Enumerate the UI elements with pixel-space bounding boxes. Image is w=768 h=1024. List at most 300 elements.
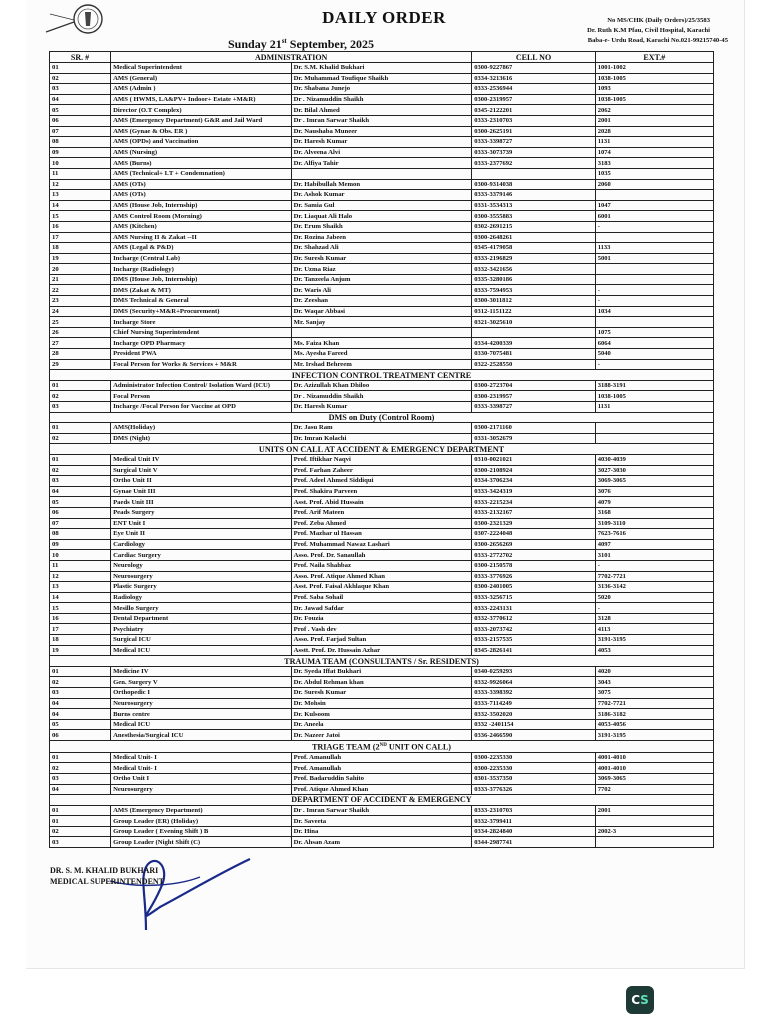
table-row bbox=[50, 826, 714, 837]
cell-phone: 0300-2319957 bbox=[472, 94, 595, 105]
table-row bbox=[50, 296, 714, 307]
cell-sr-no: 02 bbox=[50, 465, 111, 476]
cell-extension: - bbox=[595, 603, 713, 614]
cell-phone: 0345-2122201 bbox=[472, 105, 595, 116]
table-row bbox=[50, 486, 714, 497]
table-row bbox=[50, 306, 714, 317]
cell-phone: 0333-2536944 bbox=[472, 84, 595, 95]
cell-name: Dr. Shabana Junejo bbox=[291, 84, 472, 95]
cell-sr-no: 25 bbox=[50, 317, 111, 328]
cell-extension: - bbox=[595, 221, 713, 232]
cell-extension bbox=[595, 190, 713, 201]
cell-extension: 4053-4056 bbox=[595, 719, 713, 730]
cell-phone: 0344-2987741 bbox=[472, 837, 595, 848]
cell-extension: 3076 bbox=[595, 486, 713, 497]
cell-designation: Medical Unit- I bbox=[111, 763, 292, 774]
cell-extension: 3069-3065 bbox=[595, 773, 713, 784]
table-row bbox=[50, 349, 714, 360]
cell-name: Dr. Bilal Ahmed bbox=[291, 105, 472, 116]
cell-sr-no: 16 bbox=[50, 613, 111, 624]
cell-extension: 2062 bbox=[595, 105, 713, 116]
cell-extension: 1038-1005 bbox=[595, 391, 713, 402]
cell-phone: 0300-2321329 bbox=[472, 518, 595, 529]
table-row bbox=[50, 837, 714, 848]
cell-sr-no: 05 bbox=[50, 497, 111, 508]
cell-phone: 0333-2377692 bbox=[472, 158, 595, 169]
table-row bbox=[50, 603, 714, 614]
cell-designation: Radiology bbox=[111, 592, 292, 603]
cell-extension: - bbox=[595, 359, 713, 370]
table-row bbox=[50, 497, 714, 508]
cell-designation: Incharge (Central Lab) bbox=[111, 253, 292, 264]
cell-designation: Eye Unit II bbox=[111, 529, 292, 540]
table-row bbox=[50, 571, 714, 582]
cell-name: Dr. Shahzad Ali bbox=[291, 243, 472, 254]
cell-extension bbox=[595, 317, 713, 328]
cell-sr-no: 01 bbox=[50, 752, 111, 763]
table-row bbox=[50, 624, 714, 635]
cell-phone: 0333-3398392 bbox=[472, 688, 595, 699]
cell-phone: 0331-3534313 bbox=[472, 200, 595, 211]
cell-phone: 0332-3799411 bbox=[472, 816, 595, 827]
cell-extension: 7623-7616 bbox=[595, 529, 713, 540]
cell-sr-no: 20 bbox=[50, 264, 111, 275]
cell-name: Dr. Haresh Kumar bbox=[291, 402, 472, 413]
cell-phone: 0300-2150578 bbox=[472, 560, 595, 571]
cell-phone: 0334-3706234 bbox=[472, 476, 595, 487]
table-row bbox=[50, 730, 714, 741]
cell-name: Asso. Prof. Farjad Sultan bbox=[291, 635, 472, 646]
table-row bbox=[50, 338, 714, 349]
cell-name: Prof. Atique Ahmed Khan bbox=[291, 784, 472, 795]
cell-sr-no: 22 bbox=[50, 285, 111, 296]
cell-name: Dr. Liaquat Ali Halo bbox=[291, 211, 472, 222]
table-row bbox=[50, 645, 714, 656]
cell-extension: 1034 bbox=[595, 306, 713, 317]
cell-name bbox=[291, 168, 472, 179]
cell-name: Prof. Arif Mateen bbox=[291, 507, 472, 518]
cell-phone: 0333-2073742 bbox=[472, 624, 595, 635]
table-row bbox=[50, 63, 714, 74]
cell-sr-no: 15 bbox=[50, 211, 111, 222]
cell-phone: 0300-3011812 bbox=[472, 296, 595, 307]
cell-name: Prof. Zeba Ahmed bbox=[291, 518, 472, 529]
cell-name: Dr. Rozina Jabeen bbox=[291, 232, 472, 243]
cell-designation: AMS (Kitchen) bbox=[111, 221, 292, 232]
cell-extension: 3075 bbox=[595, 688, 713, 699]
cell-designation: Peads Surgery bbox=[111, 507, 292, 518]
cell-extension: 3191-3195 bbox=[595, 730, 713, 741]
cell-phone: 0300-2235330 bbox=[472, 763, 595, 774]
cell-phone: 0333-3398727 bbox=[472, 402, 595, 413]
cell-phone: 0332 -2401154 bbox=[472, 719, 595, 730]
cell-designation: AMS (Technical+ I.T + Condemnation) bbox=[111, 168, 292, 179]
cell-name: Asso. Prof. Atique Ahmed Khan bbox=[291, 571, 472, 582]
cell-sr-no: 10 bbox=[50, 550, 111, 561]
table-row bbox=[50, 666, 714, 677]
cell-sr-no: 03 bbox=[50, 476, 111, 487]
cell-designation: DMS (House Job, Internship) bbox=[111, 274, 292, 285]
cell-name: Prof. Farhan Zaheer bbox=[291, 465, 472, 476]
cell-phone bbox=[472, 327, 595, 338]
table-row bbox=[50, 698, 714, 709]
cell-sr-no: 01 bbox=[50, 805, 111, 816]
cell-extension: 1131 bbox=[595, 137, 713, 148]
cell-name: Prof . Vash dev bbox=[291, 624, 472, 635]
cell-designation: AMS (OTs) bbox=[111, 179, 292, 190]
cell-designation: Anesthesia/Surgical ICU bbox=[111, 730, 292, 741]
cell-designation: Chief Nursing Superintendent bbox=[111, 327, 292, 338]
cell-sr-no: 07 bbox=[50, 518, 111, 529]
cell-name: Dr. Naushaba Muneer bbox=[291, 126, 472, 137]
cell-designation: Cardiology bbox=[111, 539, 292, 550]
cell-phone: 0300-2235330 bbox=[472, 752, 595, 763]
cell-designation: Incharge /Focal Person for Vaccine at OPD bbox=[111, 402, 292, 413]
cell-extension: 3101 bbox=[595, 550, 713, 561]
cell-extension bbox=[595, 232, 713, 243]
cell-designation: Incharge (Radiology) bbox=[111, 264, 292, 275]
cell-sr-no: 02 bbox=[50, 433, 111, 444]
cell-designation: Surgical ICU bbox=[111, 635, 292, 646]
cell-designation: Group Leader (Night Shift (C) bbox=[111, 837, 292, 848]
cell-name: Dr. Uzma Riaz bbox=[291, 264, 472, 275]
table-row bbox=[50, 126, 714, 137]
cell-sr-no: 02 bbox=[50, 826, 111, 837]
cell-name: Prof. Amanullah bbox=[291, 763, 472, 774]
cell-sr-no: 14 bbox=[50, 200, 111, 211]
table-row bbox=[50, 550, 714, 561]
cell-sr-no: 19 bbox=[50, 253, 111, 264]
cell-name: Dr . Imran Sarwar Shaikh bbox=[291, 115, 472, 126]
cell-phone: 0333-3073739 bbox=[472, 147, 595, 158]
cell-name: Dr. Zeeshan bbox=[291, 296, 472, 307]
cell-name: Dr. Alveena Alvi bbox=[291, 147, 472, 158]
cell-name: Dr. Fouzia bbox=[291, 613, 472, 624]
cell-sr-no: 26 bbox=[50, 327, 111, 338]
table-row bbox=[50, 137, 714, 148]
section-header-row bbox=[50, 656, 714, 667]
cell-phone: 0340-0259293 bbox=[472, 666, 595, 677]
cell-name: Dr. Ahsan Azam bbox=[291, 837, 472, 848]
cell-extension: 2001 bbox=[595, 115, 713, 126]
cell-designation: AMS ( HWMS, LA&PV+ Indoor+ Estate +M&R) bbox=[111, 94, 292, 105]
cell-sr-no: 09 bbox=[50, 147, 111, 158]
section-header-row bbox=[50, 444, 714, 455]
cell-name: Dr. Suresh Kumar bbox=[291, 688, 472, 699]
col-header-sr: SR. # bbox=[50, 52, 111, 63]
cell-phone: 0332-3502020 bbox=[472, 709, 595, 720]
cell-designation: Incharge Store bbox=[111, 317, 292, 328]
cell-designation: Gen. Surgery V bbox=[111, 677, 292, 688]
cell-designation: President PWA bbox=[111, 349, 292, 360]
cell-name: Prof. Badaruddin Sahito bbox=[291, 773, 472, 784]
table-row bbox=[50, 518, 714, 529]
cell-name: Dr. Syeda Iffat Bukhari bbox=[291, 666, 472, 677]
cell-extension: 3069-3065 bbox=[595, 476, 713, 487]
cell-sr-no: 27 bbox=[50, 338, 111, 349]
table-row bbox=[50, 582, 714, 593]
cell-extension: 1038-1005 bbox=[595, 94, 713, 105]
cell-phone: 0335-3280186 bbox=[472, 274, 595, 285]
table-row bbox=[50, 94, 714, 105]
cell-extension: 5001 bbox=[595, 253, 713, 264]
cell-name: Dr. Samia Gul bbox=[291, 200, 472, 211]
cell-sr-no: 01 bbox=[50, 380, 111, 391]
cell-name: Mr. Sanjay bbox=[291, 317, 472, 328]
cell-designation: DMS Technical & General bbox=[111, 296, 292, 307]
cell-sr-no: 03 bbox=[50, 688, 111, 699]
cell-phone: 0333-2772702 bbox=[472, 550, 595, 561]
cell-designation: Group Leader ( Evening Shift ) B bbox=[111, 826, 292, 837]
cell-extension: 3043 bbox=[595, 677, 713, 688]
cell-designation: DMS (Zakat & MT) bbox=[111, 285, 292, 296]
cell-phone: 0333-2243131 bbox=[472, 603, 595, 614]
cell-name: Dr . Imran Sarwar Shaikh bbox=[291, 805, 472, 816]
cell-phone: 0332-3421656 bbox=[472, 264, 595, 275]
cell-designation: AMS(Holiday) bbox=[111, 423, 292, 434]
cell-name: Dr . Nizamuddin Shaikh bbox=[291, 391, 472, 402]
cell-phone: 0333-3776926 bbox=[472, 571, 595, 582]
cell-sr-no: 13 bbox=[50, 190, 111, 201]
hospital-address: Baba-e- Urdu Road, Karachi No.021-99215740-45 bbox=[587, 37, 728, 44]
cell-designation: Dental Department bbox=[111, 613, 292, 624]
cell-name: Ms. Faiza Khan bbox=[291, 338, 472, 349]
cell-designation: Group Leader (ER) (Holiday) bbox=[111, 816, 292, 827]
table-row bbox=[50, 274, 714, 285]
cell-name: Prof. Iftikhar Naqvi bbox=[291, 454, 472, 465]
cell-designation: Medical ICU bbox=[111, 719, 292, 730]
cell-name: Ms. Ayesha Fareed bbox=[291, 349, 472, 360]
cell-sr-no: 06 bbox=[50, 730, 111, 741]
cell-designation: Neurosurgery bbox=[111, 698, 292, 709]
cell-extension bbox=[595, 433, 713, 444]
letterhead-info bbox=[587, 16, 728, 46]
signatory-title: MEDICAL SUPERINTENDENT bbox=[50, 877, 165, 886]
cell-extension bbox=[595, 423, 713, 434]
cell-name: Asst. Prof. Abid Hussain bbox=[291, 497, 472, 508]
cell-designation: AMS (Emergency Department) G&R and Jail Ward bbox=[111, 115, 292, 126]
table-row bbox=[50, 613, 714, 624]
cell-designation: DMS (Night) bbox=[111, 433, 292, 444]
cell-extension: 1035 bbox=[595, 168, 713, 179]
cell-designation: ENT Unit I bbox=[111, 518, 292, 529]
cell-extension: 3027-3030 bbox=[595, 465, 713, 476]
cell-name: Asso. Prof. Dr. Sanaullah bbox=[291, 550, 472, 561]
table-row bbox=[50, 465, 714, 476]
cell-extension: 4030-4039 bbox=[595, 454, 713, 465]
cell-sr-no: 01 bbox=[50, 423, 111, 434]
table-row bbox=[50, 677, 714, 688]
cell-phone: 0301-3537350 bbox=[472, 773, 595, 784]
cell-sr-no: 05 bbox=[50, 719, 111, 730]
cell-name: Dr. Habibullah Memon bbox=[291, 179, 472, 190]
cell-designation: Psychiatry bbox=[111, 624, 292, 635]
cell-name: Dr. Jasu Ram bbox=[291, 423, 472, 434]
table-row bbox=[50, 592, 714, 603]
cell-extension bbox=[595, 264, 713, 275]
cell-designation: AMS (House Job, Internship) bbox=[111, 200, 292, 211]
section-header-row bbox=[50, 370, 714, 381]
cell-name: Dr. S.M. Khalid Bukhari bbox=[291, 63, 472, 74]
col-header-cell-no: CELL NO bbox=[472, 52, 595, 63]
cell-name: Asst. Prof. Faisal Akhlaque Khan bbox=[291, 582, 472, 593]
cell-designation: AMS (OPDs) and Vaccination bbox=[111, 137, 292, 148]
signature-block bbox=[50, 855, 270, 930]
cell-extension: 4079 bbox=[595, 497, 713, 508]
cell-extension: 2001 bbox=[595, 805, 713, 816]
cell-phone: 0321-3025610 bbox=[472, 317, 595, 328]
cell-designation: Focal Person for Works & Services + M&R bbox=[111, 359, 292, 370]
cell-name: Dr. Azizullah Khan Dhiloo bbox=[291, 380, 472, 391]
cell-name: Dr. Erum Shaikh bbox=[291, 221, 472, 232]
section-title: DEPARTMENT OF ACCIDENT & EMERGENCY bbox=[50, 795, 714, 806]
cell-name: Dr. Saveeta bbox=[291, 816, 472, 827]
cell-phone: 0300-2401005 bbox=[472, 582, 595, 593]
cell-name: Dr. Jawad Safdar bbox=[291, 603, 472, 614]
cell-extension: 3183 bbox=[595, 158, 713, 169]
cell-name: Dr. Haresh Kumar bbox=[291, 137, 472, 148]
cell-designation: Paeds Unit III bbox=[111, 497, 292, 508]
cell-extension: 7702-7721 bbox=[595, 571, 713, 582]
table-row bbox=[50, 211, 714, 222]
cell-sr-no: 03 bbox=[50, 773, 111, 784]
table-row bbox=[50, 635, 714, 646]
cell-name: Prof. Shakira Parveen bbox=[291, 486, 472, 497]
cell-sr-no: 03 bbox=[50, 402, 111, 413]
cell-designation: Neurology bbox=[111, 560, 292, 571]
cell-sr-no: 13 bbox=[50, 582, 111, 593]
table-row bbox=[50, 243, 714, 254]
cell-sr-no: 12 bbox=[50, 179, 111, 190]
cell-extension: 5040 bbox=[595, 349, 713, 360]
cell-sr-no: 17 bbox=[50, 232, 111, 243]
table-row bbox=[50, 359, 714, 370]
cell-designation: AMS (Legal & P&D) bbox=[111, 243, 292, 254]
table-row bbox=[50, 816, 714, 827]
cell-extension bbox=[595, 274, 713, 285]
cell-extension: 3186-3182 bbox=[595, 709, 713, 720]
cell-sr-no: 04 bbox=[50, 486, 111, 497]
cell-name: Dr. Mohsin bbox=[291, 698, 472, 709]
table-row bbox=[50, 763, 714, 774]
hospital-name: Dr. Ruth K.M Pfau, Civil Hospital, Karachi bbox=[587, 27, 710, 34]
cell-extension: 4020 bbox=[595, 666, 713, 677]
cell-name bbox=[291, 327, 472, 338]
table-row bbox=[50, 752, 714, 763]
cell-phone: 0334-4200339 bbox=[472, 338, 595, 349]
table-row bbox=[50, 507, 714, 518]
cell-extension: 1075 bbox=[595, 327, 713, 338]
cell-name: Prof. Saba Sohail bbox=[291, 592, 472, 603]
table-row bbox=[50, 560, 714, 571]
cell-extension: 3188-3191 bbox=[595, 380, 713, 391]
cell-sr-no: 19 bbox=[50, 645, 111, 656]
cell-extension: 2028 bbox=[595, 126, 713, 137]
cell-name: Dr. Abdul Rehman khan bbox=[291, 677, 472, 688]
section-title: DMS on Duty (Control Room) bbox=[50, 412, 714, 423]
cell-name: Prof. Naila Shahbaz bbox=[291, 560, 472, 571]
cell-name: Dr. Hina bbox=[291, 826, 472, 837]
cell-phone: 0345-2826141 bbox=[472, 645, 595, 656]
cell-sr-no: 11 bbox=[50, 560, 111, 571]
cell-designation: Medical ICU bbox=[111, 645, 292, 656]
cell-phone: 0300-2648261 bbox=[472, 232, 595, 243]
cell-extension: - bbox=[595, 296, 713, 307]
cell-designation: Neurosurgery bbox=[111, 571, 292, 582]
cell-extension: - bbox=[595, 560, 713, 571]
cell-designation: Ortho Unit I bbox=[111, 773, 292, 784]
cell-designation: AMS (Admin ) bbox=[111, 84, 292, 95]
cell-phone: 0300-2108924 bbox=[472, 465, 595, 476]
cell-phone: 0300-2625191 bbox=[472, 126, 595, 137]
signatory-name: DR. S. M. KHALID BUKHARI bbox=[50, 866, 159, 875]
table-row bbox=[50, 158, 714, 169]
cell-designation: Focal Person bbox=[111, 391, 292, 402]
cell-extension: 6064 bbox=[595, 338, 713, 349]
cell-name: Dr. Waqar Abbasi bbox=[291, 306, 472, 317]
table-row bbox=[50, 73, 714, 84]
cell-phone: 0333-3424319 bbox=[472, 486, 595, 497]
table-row bbox=[50, 200, 714, 211]
section-title: UNITS ON CALL AT ACCIDENT & EMERGENCY DEPARTMENT bbox=[50, 444, 714, 455]
cell-extension: 1093 bbox=[595, 84, 713, 95]
cell-phone: 0322-2528550 bbox=[472, 359, 595, 370]
cell-name: Dr. Ashok Kumar bbox=[291, 190, 472, 201]
cell-sr-no: 28 bbox=[50, 349, 111, 360]
cell-name: Dr. Tanzeela Anjum bbox=[291, 274, 472, 285]
cell-designation: Gynae Unit III bbox=[111, 486, 292, 497]
cell-phone: 0333-2196829 bbox=[472, 253, 595, 264]
cell-extension: 3109-3110 bbox=[595, 518, 713, 529]
cell-sr-no: 04 bbox=[50, 698, 111, 709]
cell-extension: 4113 bbox=[595, 624, 713, 635]
table-row bbox=[50, 773, 714, 784]
cell-sr-no: 04 bbox=[50, 94, 111, 105]
cell-designation: AMS (Nursing) bbox=[111, 147, 292, 158]
cell-sr-no: 03 bbox=[50, 84, 111, 95]
cell-phone: 0333-2132167 bbox=[472, 507, 595, 518]
cell-phone: 0300-2723704 bbox=[472, 380, 595, 391]
cell-phone: 0333-7114249 bbox=[472, 698, 595, 709]
cell-extension: - bbox=[595, 285, 713, 296]
cell-phone: 0300-3555883 bbox=[472, 211, 595, 222]
cell-name: Prof. Adeel Ahmed Siddiqui bbox=[291, 476, 472, 487]
cell-extension: 2060 bbox=[595, 179, 713, 190]
cell-sr-no: 01 bbox=[50, 816, 111, 827]
cell-name: Prof. Muhammad Nawaz Lashari bbox=[291, 539, 472, 550]
cell-phone: 0334-3213616 bbox=[472, 73, 595, 84]
table-row bbox=[50, 105, 714, 116]
duty-roster-table bbox=[49, 51, 714, 848]
cell-sr-no: 18 bbox=[50, 635, 111, 646]
cell-designation: Surgical Unit V bbox=[111, 465, 292, 476]
cell-sr-no: 01 bbox=[50, 666, 111, 677]
section-header-row bbox=[50, 795, 714, 806]
camscanner-logo-icon: C S bbox=[626, 986, 654, 1014]
cell-designation: AMS (OTs) bbox=[111, 190, 292, 201]
cell-designation: AMS Nursing II & Zakat --II bbox=[111, 232, 292, 243]
cell-sr-no: 04 bbox=[50, 709, 111, 720]
cell-sr-no: 15 bbox=[50, 603, 111, 614]
col-header-ext: EXT.# bbox=[595, 52, 713, 63]
cell-phone: 0312-1151122 bbox=[472, 306, 595, 317]
cell-name: Dr. Nazeer Jatoi bbox=[291, 730, 472, 741]
cell-designation: Medicine IV bbox=[111, 666, 292, 677]
table-row bbox=[50, 168, 714, 179]
cell-phone bbox=[472, 168, 595, 179]
cell-sr-no: 04 bbox=[50, 784, 111, 795]
cell-extension: 3191-3195 bbox=[595, 635, 713, 646]
